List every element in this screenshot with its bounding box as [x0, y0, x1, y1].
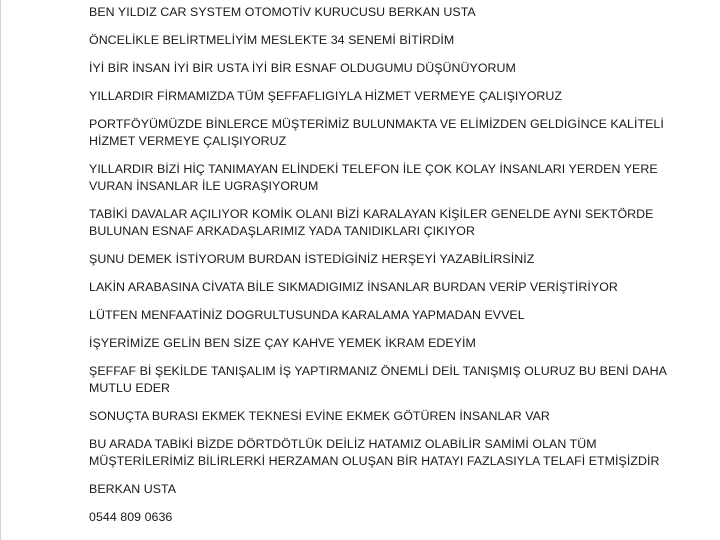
paragraph-meet: ŞEFFAF Bİ ŞEKİLDE TANIŞALIM İŞ YAPTIRMANIZ ÖNEMLİ DEİL TANIŞMIŞ OLURUZ BU BENİ DAHA MUTLU EDER	[89, 364, 667, 395]
signature-name: BERKAN USTA	[89, 482, 177, 496]
paragraph-invitation: İŞYERİMİZE GELİN BEN SİZE ÇAY KAHVE YEMEK İKRAM EDEYİM	[89, 336, 476, 350]
phone-number: 0544 809 0636	[89, 510, 173, 524]
paragraph-strangers: YILLARDIR BİZİ HİÇ TANIMAYAN ELİNDEKİ TELEFON İLE ÇOK KOLAY İNSANLARI YERDEN YERE VURAN İNSANLAR İLE UGRAŞIYORUM	[89, 162, 658, 193]
paragraph-portfolio: PORTFÖYÜMÜZDE BİNLERCE MÜŞTERİMİZ BULUNMAKTA VE ELİMİZDEN GELDİGİNCE KALİTELİ HİZMET VERMEYE ÇALIŞIYORUZ	[89, 117, 664, 148]
paragraph-experience: ÖNCELİKLE BELİRTMELİYİM MESLEKTE 34 SENEMİ BİTİRDİM	[89, 33, 455, 47]
paragraph-transparency: YILLARDIR FİRMAMIZDA TÜM ŞEFFAFLIGIYLA HİZMET VERMEYE ÇALIŞIYORUZ	[89, 89, 563, 103]
paragraph-good-person: İYİ BİR İNSAN İYİ BİR USTA İYİ BİR ESNAF OLDUGUMU DÜŞÜNÜYORUM	[89, 61, 516, 75]
paragraph-intro: BEN YILDIZ CAR SYSTEM OTOMOTİV KURUCUSU BERKAN USTA	[89, 5, 476, 19]
paragraph-livelihood: SONUÇTA BURASI EKMEK TEKNESİ EVİNE EKMEK GÖTÜREN İNSANLAR VAR	[89, 409, 550, 423]
paragraph-please: LÜTFEN MENFAATİNİZ DOGRULTUSUNDA KARALAMA YAPMADAN EVVEL	[89, 308, 525, 322]
paragraph-not-customers: LAKİN ARABASINA CİVATA BİLE SIKMADIGIMIZ İNSANLAR BURDAN VERİP VERİŞTİRİYOR	[89, 280, 618, 294]
paragraph-lawsuits: TABİKİ DAVALAR AÇILIYOR KOMİK OLANI BİZİ KARALAYAN KİŞİLER GENELDE AYNI SEKTÖRDE BULUNAN ESNAF ARKADAŞLARIMIZ YADA TANIDIKLARI ÇIKIYOR	[89, 207, 654, 238]
paragraph-mistakes: BU ARADA TABİKİ BİZDE DÖRTDÖTLÜK DEİLİZ HATAMIZ OLABİLİR SAMİMİ OLAN TÜM MÜŞTERİLERİMİZ BİLİRLERKİ HERZAMAN OLUŞAN BİR HATAYI FAZLASIYLA TELAFİ ETMİŞİZDİR	[89, 437, 660, 468]
paragraph-write-anything: ŞUNU DEMEK İSTİYORUM BURDAN İSTEDİGİNİZ HERŞEYİ YAZABİLİRSİNİZ	[89, 252, 535, 266]
message-body	[89, 4, 689, 537]
page-edge-divider	[0, 0, 1, 540]
